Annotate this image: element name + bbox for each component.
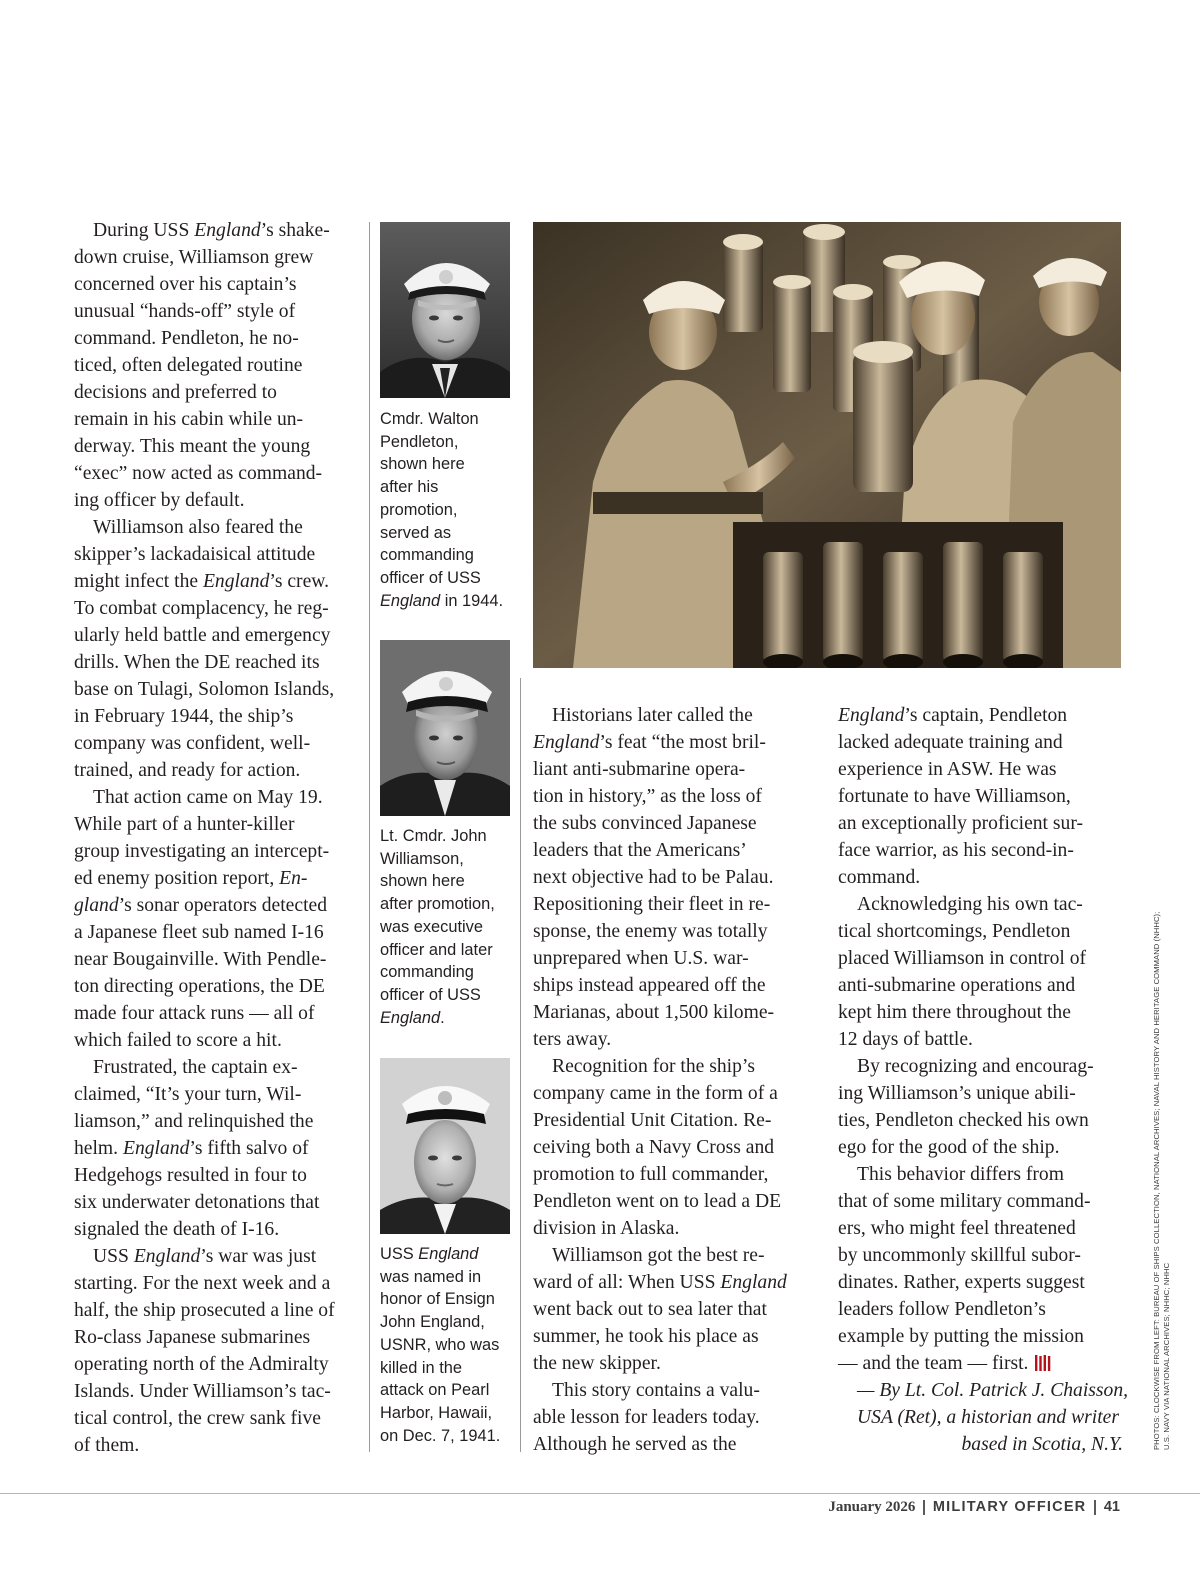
text-line bbox=[74, 973, 364, 1000]
text-run: base on Tulagi, Solomon Islands, bbox=[74, 679, 335, 700]
text-line bbox=[74, 919, 364, 946]
text-line bbox=[74, 1000, 364, 1027]
caption-john-england bbox=[380, 1243, 520, 1447]
text-line bbox=[74, 433, 364, 460]
text-run: after promotion, bbox=[380, 895, 495, 914]
text-line bbox=[74, 1108, 364, 1135]
text-run: ceiving both a Navy Cross and bbox=[533, 1137, 775, 1158]
text-run: ed enemy position report, bbox=[74, 868, 280, 889]
text-line bbox=[838, 1242, 1123, 1269]
text-run: By recognizing and encourag- bbox=[857, 1056, 1094, 1077]
text-run: Recognition for the ship’s bbox=[552, 1056, 755, 1077]
text-line bbox=[838, 702, 1123, 729]
text-line bbox=[838, 1404, 1123, 1431]
text-line bbox=[380, 1288, 520, 1311]
text-run: anti-submarine operations and bbox=[838, 975, 1076, 996]
text-line bbox=[838, 729, 1123, 756]
italic-text: England bbox=[133, 1246, 201, 1267]
text-run: near Bougainville. With Pendle- bbox=[74, 949, 327, 970]
text-run: half, the ship prosecuted a line of bbox=[74, 1300, 335, 1321]
text-run: able lesson for leaders today. bbox=[533, 1407, 760, 1428]
text-line bbox=[380, 1379, 520, 1402]
text-run: of them. bbox=[74, 1435, 140, 1456]
text-line bbox=[74, 946, 364, 973]
italic-text: England bbox=[202, 571, 270, 592]
text-run: That action came on May 19. bbox=[93, 787, 323, 808]
text-line bbox=[533, 1269, 818, 1296]
text-line bbox=[74, 244, 364, 271]
text-line bbox=[380, 893, 520, 916]
text-run: skipper’s lackadaisical attitude bbox=[74, 544, 316, 565]
footer-divider bbox=[1094, 1500, 1096, 1515]
text-line bbox=[838, 1053, 1123, 1080]
text-line bbox=[380, 522, 520, 545]
text-run: — and the team — first. bbox=[838, 1353, 1029, 1374]
text-run: Although he served as the bbox=[533, 1434, 737, 1455]
text-line bbox=[380, 848, 520, 871]
text-line bbox=[380, 1425, 520, 1448]
text-run: down cruise, Williamson grew bbox=[74, 247, 314, 268]
text-line bbox=[74, 1054, 364, 1081]
text-line bbox=[838, 999, 1123, 1026]
text-line bbox=[533, 1431, 818, 1458]
page-footer bbox=[828, 1497, 1120, 1517]
text-run: ers, who might feel threatened bbox=[838, 1218, 1076, 1239]
footer-issue-date: January 2026 bbox=[828, 1498, 916, 1515]
text-line bbox=[533, 891, 818, 918]
text-run: in 1944. bbox=[440, 591, 504, 610]
text-line bbox=[74, 1135, 364, 1162]
text-line bbox=[380, 1357, 520, 1380]
text-run: fortunate to have Williamson, bbox=[838, 786, 1071, 807]
text-line bbox=[74, 1432, 364, 1459]
text-run: Williamson, bbox=[380, 849, 464, 868]
text-run: in February 1944, the ship’s bbox=[74, 706, 294, 727]
article-column-4 bbox=[838, 702, 1129, 1458]
text-run: command. Pendleton, he no- bbox=[74, 328, 299, 349]
caption-pendleton bbox=[380, 408, 520, 612]
text-run: ’s sonar operators detected bbox=[118, 895, 328, 916]
text-line bbox=[533, 783, 818, 810]
italic-text: England bbox=[720, 1272, 787, 1293]
text-run: was executive bbox=[380, 917, 483, 936]
photo-credit-line-1: PHOTOS: CLOCKWISE FROM LEFT: BUREAU OF SHIPS COLLECTION, NATIONAL ARCHIVES; NAVAL HISTORY AND HERITAGE COMMAND (NHHC); bbox=[1152, 911, 1161, 1450]
text-line bbox=[533, 918, 818, 945]
text-run: ward of all: When USS bbox=[533, 1272, 721, 1293]
text-line bbox=[838, 1377, 1129, 1404]
text-run: Presidential Unit Citation. Re- bbox=[533, 1110, 772, 1131]
text-run: six underwater detonations that bbox=[74, 1192, 320, 1213]
text-line bbox=[533, 999, 818, 1026]
text-run: Pendleton, bbox=[380, 432, 459, 451]
text-run: promotion to full commander, bbox=[533, 1164, 769, 1185]
text-run: . bbox=[440, 1008, 445, 1027]
text-run: commanding bbox=[380, 963, 474, 982]
text-line bbox=[74, 514, 364, 541]
text-run: ularly held battle and emergency bbox=[74, 625, 331, 646]
text-run: the new skipper. bbox=[533, 1353, 661, 1374]
text-line bbox=[74, 1297, 364, 1324]
text-line bbox=[74, 622, 364, 649]
text-line bbox=[74, 541, 364, 568]
text-run: company came in the form of a bbox=[533, 1083, 778, 1104]
text-line bbox=[74, 784, 364, 811]
text-run: signaled the death of I-16. bbox=[74, 1219, 280, 1240]
text-run: promotion, bbox=[380, 500, 458, 519]
text-line bbox=[838, 918, 1123, 945]
text-run: ’s captain, Pendleton bbox=[904, 705, 1068, 726]
text-line bbox=[533, 1053, 818, 1080]
text-run: leaders that the Americans’ bbox=[533, 840, 747, 861]
text-line bbox=[380, 1007, 520, 1030]
text-line bbox=[380, 1402, 520, 1425]
photo-credit-line-2: U.S. NAVY VIA NATIONAL ARCHIVES; NHHC; NHHC bbox=[1162, 1262, 1171, 1450]
text-line bbox=[533, 1377, 818, 1404]
text-line bbox=[74, 757, 364, 784]
text-line bbox=[533, 972, 818, 999]
text-run: trained, and ready for action. bbox=[74, 760, 301, 781]
text-run: Hedgehogs resulted in four to bbox=[74, 1165, 307, 1186]
text-run: Acknowledging his own tac- bbox=[857, 894, 1083, 915]
italic-text: England bbox=[533, 732, 600, 753]
text-run: ticed, often delegated routine bbox=[74, 355, 303, 376]
column-rule-left bbox=[369, 222, 370, 1452]
text-run: liant anti-submarine opera- bbox=[533, 759, 746, 780]
text-run: Williamson got the best re- bbox=[552, 1245, 765, 1266]
text-line bbox=[74, 1405, 364, 1432]
text-line bbox=[74, 811, 364, 838]
hedgehog-loading-photo bbox=[533, 222, 1121, 668]
text-run: tical shortcomings, Pendleton bbox=[838, 921, 1071, 942]
text-line bbox=[74, 1027, 364, 1054]
text-line bbox=[74, 703, 364, 730]
text-line bbox=[838, 1350, 1123, 1377]
text-line bbox=[533, 1404, 818, 1431]
italic-text: England bbox=[838, 705, 905, 726]
text-run: officer and later bbox=[380, 940, 493, 959]
article-column-1 bbox=[74, 217, 364, 1459]
text-line bbox=[74, 1270, 364, 1297]
article-column-3 bbox=[533, 702, 818, 1458]
text-line bbox=[533, 837, 818, 864]
text-run: Cmdr. Walton bbox=[380, 410, 479, 428]
text-run: honor of Ensign bbox=[380, 1290, 495, 1309]
text-line bbox=[74, 838, 364, 865]
text-run: experience in ASW. He was bbox=[838, 759, 1057, 780]
text-run: tion in history,” as the loss of bbox=[533, 786, 762, 807]
text-run: officer of USS bbox=[380, 568, 481, 587]
text-line bbox=[838, 1269, 1123, 1296]
text-line bbox=[533, 1080, 818, 1107]
text-line bbox=[74, 892, 364, 919]
text-line bbox=[380, 590, 520, 613]
caption-williamson bbox=[380, 825, 520, 1029]
text-run: derway. This meant the young bbox=[74, 436, 311, 457]
text-run: Marianas, about 1,500 kilome- bbox=[533, 1002, 775, 1023]
text-run: that of some military command- bbox=[838, 1191, 1091, 1212]
text-line bbox=[533, 1296, 818, 1323]
text-run: liamson,” and relinquished the bbox=[74, 1111, 314, 1132]
text-line bbox=[533, 945, 818, 972]
text-run: group investigating an intercept- bbox=[74, 841, 330, 862]
text-line bbox=[380, 870, 520, 893]
text-run: unprepared when U.S. war- bbox=[533, 948, 749, 969]
text-line bbox=[533, 702, 818, 729]
text-run: tical control, the crew sank five bbox=[74, 1408, 321, 1429]
text-run: company was confident, well- bbox=[74, 733, 311, 754]
text-run: a Japanese fleet sub named I-16 bbox=[74, 922, 324, 943]
text-line bbox=[838, 972, 1123, 999]
text-line bbox=[74, 352, 364, 379]
text-line bbox=[380, 499, 520, 522]
text-line bbox=[838, 1026, 1123, 1053]
text-run: Historians later called the bbox=[552, 705, 753, 726]
text-run: shown here bbox=[380, 872, 465, 891]
text-run: officer of USS bbox=[380, 985, 481, 1004]
text-line bbox=[74, 271, 364, 298]
text-run: Lt. Cmdr. John bbox=[380, 827, 487, 845]
text-line bbox=[74, 676, 364, 703]
text-line bbox=[533, 756, 818, 783]
text-line bbox=[533, 1350, 818, 1377]
text-run: after his bbox=[380, 478, 439, 497]
text-run: was named in bbox=[380, 1267, 482, 1286]
italic-text: — By Lt. Col. Patrick J. Chaisson, bbox=[857, 1380, 1129, 1401]
text-run: example by putting the mission bbox=[838, 1326, 1084, 1347]
text-run: went back out to sea later that bbox=[533, 1299, 767, 1320]
text-line bbox=[380, 453, 520, 476]
text-line bbox=[838, 1080, 1123, 1107]
text-line bbox=[74, 1162, 364, 1189]
footer-divider bbox=[923, 1500, 925, 1515]
text-line bbox=[533, 1134, 818, 1161]
text-run: remain in his cabin while un- bbox=[74, 409, 304, 430]
text-run: ’s shake- bbox=[260, 220, 330, 241]
text-run: decisions and preferred to bbox=[74, 382, 277, 403]
text-run: division in Alaska. bbox=[533, 1218, 680, 1239]
text-line bbox=[533, 1323, 818, 1350]
portrait-pendleton-photo bbox=[380, 222, 510, 398]
portrait-williamson-photo bbox=[380, 640, 510, 816]
text-line bbox=[533, 810, 818, 837]
text-run: which failed to score a hit. bbox=[74, 1030, 282, 1051]
text-run: summer, he took his place as bbox=[533, 1326, 759, 1347]
text-line bbox=[838, 1215, 1123, 1242]
text-run: Ro-class Japanese submarines bbox=[74, 1327, 311, 1348]
text-line bbox=[74, 460, 364, 487]
footer-rule bbox=[0, 1493, 1200, 1494]
text-run: operating north of the Admiralty bbox=[74, 1354, 329, 1375]
text-line bbox=[74, 298, 364, 325]
text-run: Repositioning their fleet in re- bbox=[533, 894, 771, 915]
text-run: Frustrated, the captain ex- bbox=[93, 1057, 298, 1078]
text-run: command. bbox=[838, 867, 921, 888]
text-line bbox=[838, 783, 1123, 810]
text-run: next objective had to be Palau. bbox=[533, 867, 774, 888]
end-mark-icon bbox=[1034, 1355, 1052, 1371]
text-run: USS bbox=[93, 1246, 134, 1267]
italic-text: England bbox=[380, 1008, 441, 1027]
text-run: ters away. bbox=[533, 1029, 612, 1050]
text-line bbox=[838, 1134, 1123, 1161]
text-run: Harbor, Hawaii, bbox=[380, 1403, 493, 1422]
italic-text: England bbox=[194, 220, 261, 241]
text-line bbox=[74, 406, 364, 433]
column-rule-right bbox=[520, 678, 521, 1452]
italic-text: England bbox=[418, 1245, 479, 1263]
text-run: sponse, the enemy was totally bbox=[533, 921, 768, 942]
text-run: 12 days of battle. bbox=[838, 1029, 973, 1050]
text-run: During USS bbox=[93, 220, 195, 241]
footer-page-number: 41 bbox=[1103, 1499, 1120, 1515]
text-run: “exec” now acted as command- bbox=[74, 463, 323, 484]
text-line bbox=[74, 1378, 364, 1405]
text-run: on Dec. 7, 1941. bbox=[380, 1426, 501, 1445]
text-line bbox=[74, 379, 364, 406]
text-line bbox=[74, 1081, 364, 1108]
text-line bbox=[533, 864, 818, 891]
text-run: attack on Pearl bbox=[380, 1381, 490, 1400]
text-run: helm. bbox=[74, 1138, 123, 1159]
text-line bbox=[380, 1334, 520, 1357]
text-run: This behavior differs from bbox=[857, 1164, 1064, 1185]
text-line bbox=[838, 1431, 1123, 1458]
text-line bbox=[380, 544, 520, 567]
text-line bbox=[74, 730, 364, 757]
text-line bbox=[838, 1161, 1123, 1188]
text-line bbox=[838, 1323, 1123, 1350]
text-line bbox=[74, 487, 364, 514]
text-run: claimed, “It’s your turn, Wil- bbox=[74, 1084, 302, 1105]
text-run: starting. For the next week and a bbox=[74, 1273, 331, 1294]
text-line bbox=[380, 476, 520, 499]
text-run: face warrior, as his second-in- bbox=[838, 840, 1074, 861]
italic-text: England bbox=[380, 591, 441, 610]
text-line bbox=[380, 939, 520, 962]
text-line bbox=[380, 1243, 520, 1266]
text-run: by uncommonly skillful subor- bbox=[838, 1245, 1081, 1266]
italic-text: En- bbox=[279, 868, 308, 889]
text-line bbox=[380, 1311, 520, 1334]
text-run: This story contains a valu- bbox=[552, 1380, 760, 1401]
text-line bbox=[380, 1266, 520, 1289]
text-line bbox=[380, 408, 520, 431]
text-run: To combat complacency, he reg- bbox=[74, 598, 329, 619]
text-line bbox=[838, 810, 1123, 837]
italic-text: England bbox=[122, 1138, 190, 1159]
text-run: concerned over his captain’s bbox=[74, 274, 297, 295]
text-run: ’s feat “the most bril- bbox=[599, 732, 766, 753]
text-run: USS bbox=[380, 1245, 419, 1263]
text-line bbox=[74, 865, 364, 892]
text-run: Pendleton went on to lead a DE bbox=[533, 1191, 782, 1212]
text-line bbox=[74, 1189, 364, 1216]
text-line bbox=[380, 567, 520, 590]
text-run: unusual “hands-off” style of bbox=[74, 301, 296, 322]
text-line bbox=[380, 984, 520, 1007]
portrait-john-england-photo bbox=[380, 1058, 510, 1234]
text-line bbox=[74, 325, 364, 352]
text-run: John England, bbox=[380, 1313, 485, 1332]
text-run: killed in the bbox=[380, 1358, 463, 1377]
text-line bbox=[838, 1107, 1123, 1134]
text-run: commanding bbox=[380, 546, 474, 565]
text-line bbox=[533, 1107, 818, 1134]
text-run: served as bbox=[380, 523, 452, 542]
text-line bbox=[380, 825, 520, 848]
text-line bbox=[380, 961, 520, 984]
text-line bbox=[74, 1324, 364, 1351]
text-line bbox=[838, 756, 1123, 783]
text-run: shown here bbox=[380, 455, 465, 474]
text-run: Williamson also feared the bbox=[93, 517, 303, 538]
text-run: leaders follow Pendleton’s bbox=[838, 1299, 1046, 1320]
text-line bbox=[74, 595, 364, 622]
text-run: might infect the bbox=[74, 571, 203, 592]
italic-text: gland bbox=[74, 895, 119, 916]
text-line bbox=[533, 1242, 818, 1269]
text-line bbox=[380, 916, 520, 939]
text-run: USNR, who was bbox=[380, 1335, 500, 1354]
text-line bbox=[533, 1161, 818, 1188]
text-run: ton directing operations, the DE bbox=[74, 976, 325, 997]
text-run: dinates. Rather, experts suggest bbox=[838, 1272, 1085, 1293]
text-run: ing officer by default. bbox=[74, 490, 245, 511]
text-line bbox=[74, 1351, 364, 1378]
text-line bbox=[838, 945, 1123, 972]
text-run: Islands. Under Williamson’s tac- bbox=[74, 1381, 331, 1402]
text-line bbox=[838, 1188, 1123, 1215]
text-run: ing Williamson’s unique abili- bbox=[838, 1083, 1076, 1104]
text-run: the subs convinced Japanese bbox=[533, 813, 757, 834]
text-line bbox=[838, 864, 1123, 891]
text-line bbox=[838, 891, 1123, 918]
text-run: an exceptionally proficient sur- bbox=[838, 813, 1083, 834]
photo-credit bbox=[1152, 850, 1172, 1450]
text-line bbox=[533, 729, 818, 756]
text-line bbox=[74, 1243, 364, 1270]
text-line bbox=[74, 568, 364, 595]
text-run: ’s fifth salvo of bbox=[189, 1138, 309, 1159]
text-run: ’s war was just bbox=[200, 1246, 317, 1267]
text-run: drills. When the DE reached its bbox=[74, 652, 320, 673]
text-run: placed Williamson in control of bbox=[838, 948, 1087, 969]
italic-text: USA (Ret), a historian and writer bbox=[857, 1407, 1119, 1428]
text-run: ’s crew. bbox=[269, 571, 330, 592]
text-line bbox=[74, 217, 364, 244]
text-line bbox=[533, 1188, 818, 1215]
text-run: made four attack runs — all of bbox=[74, 1003, 315, 1024]
text-line bbox=[74, 1216, 364, 1243]
text-run: lacked adequate training and bbox=[838, 732, 1063, 753]
text-line bbox=[380, 431, 520, 454]
text-line bbox=[838, 837, 1123, 864]
text-run: ego for the good of the ship. bbox=[838, 1137, 1060, 1158]
text-run: kept him there throughout the bbox=[838, 1002, 1071, 1023]
italic-text: based in Scotia, N.Y. bbox=[961, 1434, 1123, 1455]
footer-magazine-title: MILITARY OFFICER bbox=[932, 1499, 1087, 1515]
text-line bbox=[74, 649, 364, 676]
text-run: While part of a hunter-killer bbox=[74, 814, 295, 835]
text-line bbox=[533, 1026, 818, 1053]
text-run: ships instead appeared off the bbox=[533, 975, 766, 996]
text-run: ties, Pendleton checked his own bbox=[838, 1110, 1089, 1131]
text-line bbox=[533, 1215, 818, 1242]
text-line bbox=[838, 1296, 1123, 1323]
